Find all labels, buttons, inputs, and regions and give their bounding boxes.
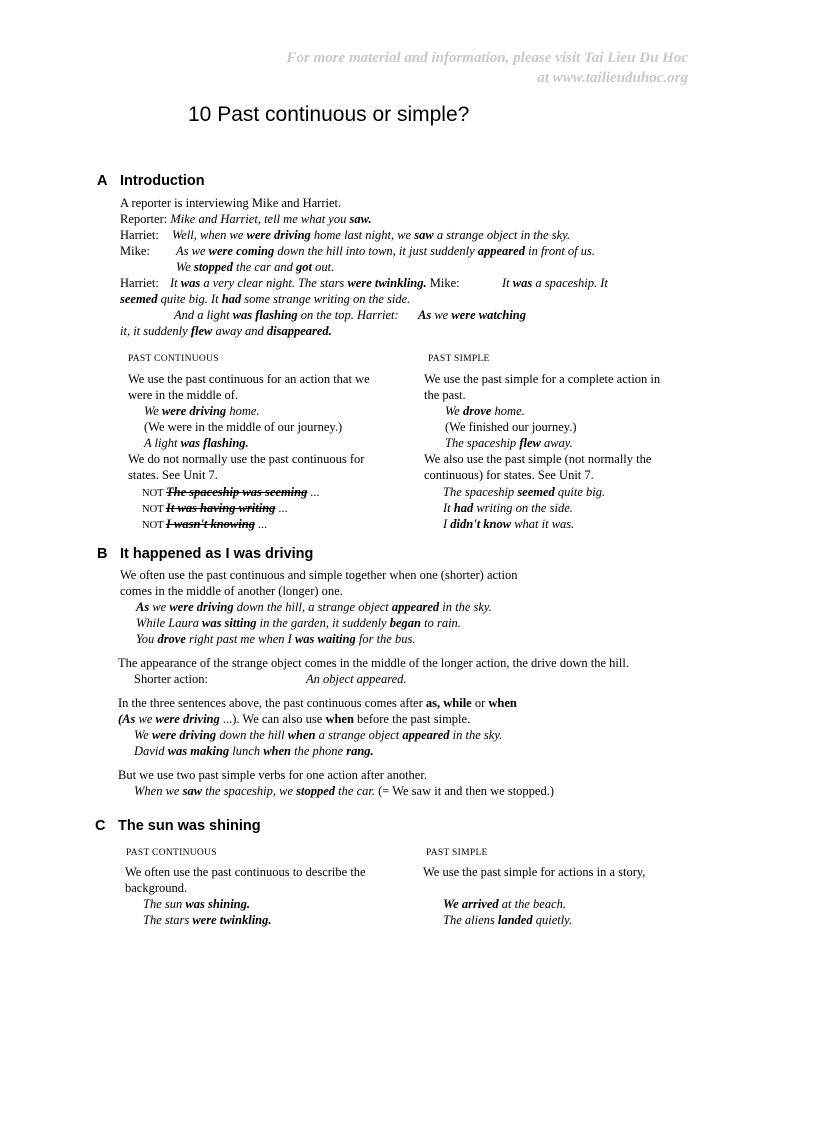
incorrect-example: NOT It was having writing ... xyxy=(142,501,288,515)
section-title: Introduction xyxy=(120,173,205,189)
example-note: (We were in the middle of our journey.) xyxy=(144,420,343,434)
rule-text: (As we were driving ...). We can also use when before the past simple. xyxy=(118,712,471,726)
rule-text: We use the past continuous for an action that we xyxy=(128,372,370,386)
section-letter: C xyxy=(95,818,106,834)
example-sentence: While Laura was sitting in the garden, it suddenly began to rain. xyxy=(136,616,461,630)
example-sentence: The aliens landed quietly. xyxy=(443,913,573,927)
example-sentence: The sun was shining. xyxy=(143,897,250,911)
dialogue-line-4: We stopped the car and got out. xyxy=(176,260,335,274)
example-sentence: When we saw the spaceship, we stopped the car. (= We saw it and then we stopped.) xyxy=(134,784,555,798)
rule-text: We often use the past continuous and simple together when one (shorter) action xyxy=(120,568,518,582)
page-title: 10 Past continuous or simple? xyxy=(188,103,470,126)
rule-text: The appearance of the strange object comes in the middle of the longer action, the drive down the hill. xyxy=(118,656,629,670)
column-heading-past-continuous: PAST CONTINUOUS xyxy=(126,848,217,858)
dialogue-line-3: Mike: xyxy=(120,244,150,258)
rule-text: the past. xyxy=(424,388,466,402)
rule-text: But we use two past simple verbs for one action after another. xyxy=(118,768,427,782)
incorrect-example: NOT The spaceship was seeming ... xyxy=(142,485,320,499)
rule-text: We use the past simple for actions in a story, xyxy=(423,865,646,879)
rule-text: continuous) for states. See Unit 7. xyxy=(424,468,594,482)
rule-text: states. See Unit 7. xyxy=(128,468,218,482)
dialogue-line-7: And a light was flashing on the top. Harriet: xyxy=(174,308,399,322)
column-heading-past-simple: PAST SIMPLE xyxy=(428,354,490,364)
dialogue-line-6: seemed quite big. It had some strange writing on the side. xyxy=(120,292,411,306)
example-sentence: We arrived at the beach. xyxy=(443,897,567,911)
example-sentence: It had writing on the side. xyxy=(443,501,573,515)
example-sentence: We were driving home. xyxy=(144,404,260,418)
section-a-intro: A reporter is interviewing Mike and Harriet. xyxy=(120,196,342,210)
dialogue-line-2: Harriet: xyxy=(120,228,159,242)
example-sentence: A light was flashing. xyxy=(144,436,249,450)
section-title: It happened as I was driving xyxy=(120,546,314,562)
section-letter: A xyxy=(97,173,108,189)
rule-text: were in the middle of. xyxy=(128,388,239,402)
rule-text: We often use the past continuous to describe the xyxy=(125,865,366,879)
dialogue-line-2-text: Well, when we were driving home last night, we saw a strange object in the sky. xyxy=(172,228,571,242)
shorter-action-value: An object appeared. xyxy=(306,672,407,686)
column-heading-past-simple: PAST SIMPLE xyxy=(426,848,488,858)
example-sentence: The spaceship flew away. xyxy=(445,436,573,450)
dialogue-line-3-text: As we were coming down the hill into town, it just suddenly appeared in front of us. xyxy=(176,244,596,258)
example-sentence: David was making lunch when the phone rang. xyxy=(134,744,374,758)
rule-text: comes in the middle of another (longer) one. xyxy=(120,584,343,598)
section-title: The sun was shining xyxy=(118,818,261,834)
rule-text: We also use the past simple (not normally the xyxy=(424,452,652,466)
rule-text: We use the past simple for a complete action in xyxy=(424,372,661,386)
dialogue-line-5: Harriet: xyxy=(120,276,159,290)
example-sentence: You drove right past me when I was waiting for the bus. xyxy=(136,632,416,646)
example-sentence: I didn't know what it was. xyxy=(443,517,575,531)
example-sentence: We were driving down the hill when a strange object appeared in the sky. xyxy=(134,728,503,742)
rule-text: In the three sentences above, the past continuous comes after as, while or when xyxy=(118,696,517,710)
section-letter: B xyxy=(97,546,108,562)
example-sentence: We drove home. xyxy=(445,404,525,418)
rule-text: We do not normally use the past continuous for xyxy=(128,452,365,466)
dialogue-line-7-harriet: As we were watching xyxy=(418,308,527,322)
watermark-line-1: For more material and information, please visit Tai Lieu Du Hoc xyxy=(286,50,688,66)
shorter-action-label: Shorter action: xyxy=(134,672,208,686)
example-note: (We finished our journey.) xyxy=(445,420,577,434)
dialogue-line-5-text: It was a very clear night. The stars were twinkling. Mike: xyxy=(170,276,460,290)
rule-text: background. xyxy=(125,881,188,895)
dialogue-line-8: it, it suddenly flew away and disappeared. xyxy=(120,324,332,338)
example-sentence: The spaceship seemed quite big. xyxy=(443,485,606,499)
example-sentence: The stars were twinkling. xyxy=(143,913,272,927)
section-a-heading xyxy=(97,173,205,189)
column-heading-past-continuous: PAST CONTINUOUS xyxy=(128,354,219,364)
section-c-heading xyxy=(95,818,261,834)
dialogue-line-1: Reporter: Mike and Harriet, tell me what you saw. xyxy=(120,212,372,226)
section-b-heading xyxy=(97,546,313,562)
watermark-line-2: at www.tailieuduhoc.org xyxy=(537,70,688,86)
dialogue-line-5-mike: It was a spaceship. It xyxy=(502,276,608,290)
incorrect-example: NOT I wasn't knowing ... xyxy=(142,517,268,531)
example-sentence: As we were driving down the hill, a strange object appeared in the sky. xyxy=(136,600,492,614)
